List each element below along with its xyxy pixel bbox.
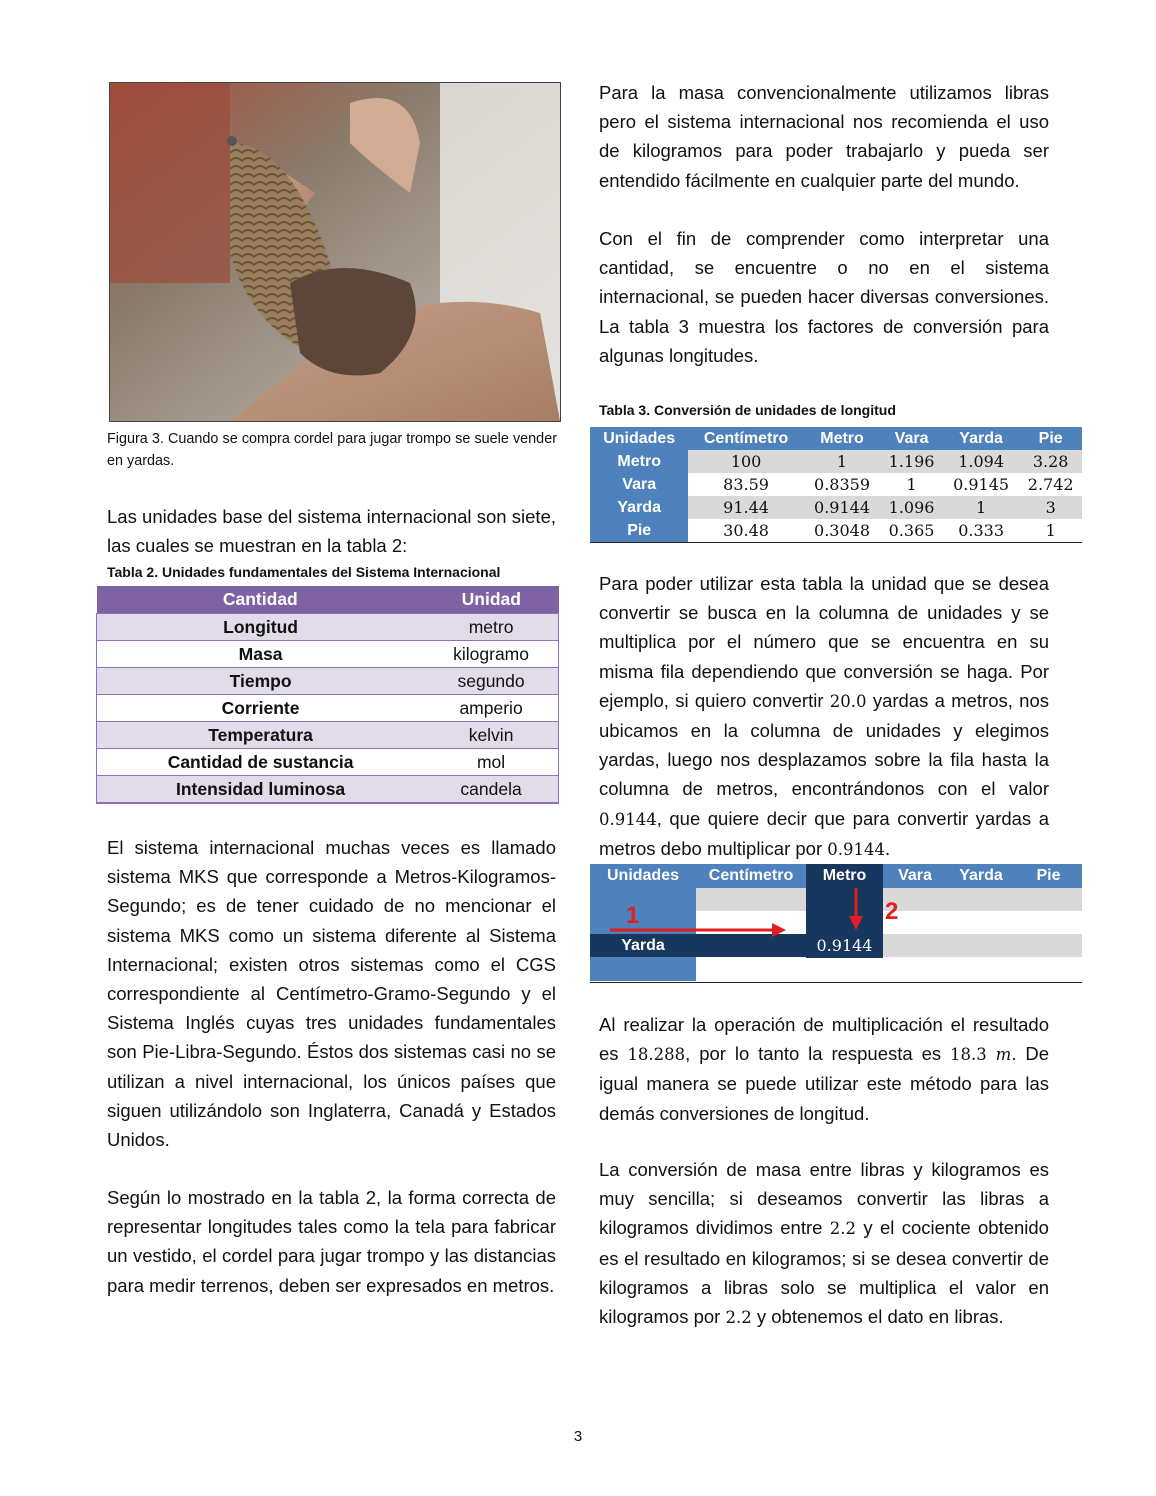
col-header-cantidad: Cantidad [97,586,425,614]
mass-text: y obtenemos el dato en libras. [751,1306,1004,1328]
value-cell: 91.44 [688,496,803,519]
row-header: Metro [590,450,688,473]
arrow-label-1: 1 [626,902,640,929]
row-header: Vara [590,473,688,496]
quantity-cell: Tiempo [97,668,425,695]
math-value: 0.9144 [599,809,657,829]
value-cell: 1 [1019,519,1082,543]
col-header: Vara [883,864,947,888]
value-cell: 30.48 [688,519,803,543]
value-cell: 0.3048 [804,519,880,543]
unit-cell: amperio [424,695,558,722]
table2-title: Tabla 2. Unidades fundamentales del Sistema Internacional [107,564,501,580]
table-row [97,722,559,749]
row-header: Yarda [590,496,688,519]
col-header: Pie [1015,864,1082,888]
row-header: Pie [590,519,688,543]
mass-text: La conversión de masa entre libras y kilogramos es muy sencilla; si deseamos convertir las libras a kilogramos dividimos entre [599,1159,1049,1239]
table-usage-paragraph [599,569,1049,864]
col-header: Pie [1019,427,1082,450]
mass-text: y el cociente obtenido es el resultado en kilogramos; si se desea convertir de kilogramos a libras solo se multiplica el valor en kilogramos por [599,1217,1049,1328]
figure-3-photo [109,82,561,422]
table-header-row [97,586,559,614]
quantity-cell: Temperatura [97,722,425,749]
unit-cell: metro [424,614,558,641]
col-header: Yarda [947,864,1015,888]
value-cell: 0.9144 [804,496,880,519]
conversion-intro-paragraph: Con el fin de comprender como interpretar una cantidad, se encuentre o no en el sistema internacional, se pueden hacer diversas conversiones. La tabla 3 muestra los factores de conversión para algunas longitudes. [599,228,1049,366]
value-cell: 1.096 [880,496,943,519]
value-cell: 1 [804,450,880,473]
value-cell: 1 [943,496,1019,519]
mks-paragraph: El sistema internacional muchas veces es llamado sistema MKS que corresponde a Metros-Kilogramos-Segundo; es de tener cuidado de no mencionar el sistema MKS como un sistema diferente al Sistema Internacional; existen otros sistemas como el CGS correspondiente al Centímetro-Gramo-Segundo y el Sistema Inglés cuyas tres unidades fundamentales son Pie-Libra-Segundo. Éstos dos sistemas casi no se utilizan a nivel internacional, los únicos países que siguen utilizándolo son Inglaterra, Canadá y Estados Unidos. [107,837,556,1151]
page-number: 3 [573,1428,583,1445]
table-row [97,668,559,695]
result-text: , por lo tanto la respuesta es [685,1043,951,1065]
usage-text: . [885,837,891,859]
math-value: 18.288 [627,1045,686,1065]
col-header-highlighted: Metro [806,864,883,888]
quantity-cell: Cantidad de sustancia [97,749,425,776]
table-row [590,496,1082,519]
value-cell: 0.9145 [943,473,1019,496]
usage-text: Para poder utilizar esta tabla la unidad que se desea convertir se busca en la columna de unidades y se multiplica por el número que se encuentra en su misma fila dependiendo que conversión se haga. Por ejemplo, si quiero convertir [599,573,1049,711]
col-header: Metro [804,427,880,450]
quantity-cell: Corriente [97,695,425,722]
arrow-label-2: 2 [885,898,899,925]
math-unit: m [995,1045,1012,1065]
usage-text: , que quiere decir que para convertir yardas a metros debo multiplicar por [599,807,1049,859]
value-cell: 1.094 [943,450,1019,473]
unit-cell: mol [424,749,558,776]
value-cell: 2.742 [1019,473,1082,496]
table-row [97,641,559,668]
table-row [97,749,559,776]
col-header: Centímetro [688,427,803,450]
cell-fill [883,888,1082,911]
table-3-length-conversion [590,427,1082,543]
col-header: Unidades [590,427,688,450]
result-text: . De igual manera se puede utilizar este método para las demás conversiones de longitud. [599,1043,1049,1124]
value-cell: 0.8359 [804,473,880,496]
value-cell: 0.365 [880,519,943,543]
result-text: Al realizar la operación de multiplicación el resultado es [599,1014,1049,1065]
table-row [590,519,1082,543]
segun-paragraph: Según lo mostrado en la tabla 2, la forma correcta de representar longitudes tales como la tela para fabricar un vestido, el cordel para jugar trompo y las distancias para medir terrenos, deben ser expresados en metros. [107,1187,556,1296]
unit-cell: kilogramo [424,641,558,668]
result-paragraph [599,1010,1049,1128]
intro-paragraph: Las unidades base del sistema internacional son siete, las cuales se muestran en la tabla 2: [107,506,556,557]
table3-title: Tabla 3. Conversión de unidades de longitud [599,402,896,418]
row-label-yarda: Yarda [621,937,665,954]
value-cell: 3.28 [1019,450,1082,473]
value-cell: 1.196 [880,450,943,473]
cell-fill [883,934,1082,957]
col-header: Centímetro [696,864,806,888]
row-arrow-head [772,923,786,937]
table-2-si-units [96,586,559,804]
result-value-cell: 0.9144 [816,936,873,955]
value-cell: 100 [688,450,803,473]
table-row [97,614,559,641]
mass-conversion-paragraph [599,1155,1049,1332]
math-value: 18.3 [950,1045,987,1065]
math-value: 2.2 [829,1219,857,1239]
value-cell: 3 [1019,496,1082,519]
example-header-row [590,864,1082,888]
usage-text: yardas a metros, nos ubicamos en la columna de unidades y elegimos yardas, luego nos desplazamos sobre la fila hasta la columna de metros, encontrándonos con el valor [599,689,1049,800]
col-header-unidad: Unidad [424,586,558,614]
math-value: 0.9144 [827,839,885,859]
table-row [590,473,1082,496]
col-header: Vara [880,427,943,450]
math-value: 2.2 [725,1308,752,1328]
col-header: Yarda [943,427,1019,450]
table-row [590,450,1082,473]
unit-cell: candela [424,776,558,804]
conversion-example-diagram [590,864,1082,983]
spinning-top-illustration [110,83,560,421]
table-row [97,695,559,722]
unit-cell: kelvin [424,722,558,749]
column-arrow-head [849,916,863,930]
quantity-cell: Masa [97,641,425,668]
unit-cell: segundo [424,668,558,695]
masa-paragraph: Para la masa convencionalmente utilizamos libras pero el sistema internacional nos recomienda el uso de kilogramos para poder trabajarlo y pueda ser entendido fácilmente en cualquier parte del mundo. [599,82,1049,191]
col-header: Unidades [590,864,696,888]
value-cell: 1 [880,473,943,496]
table-row [97,776,559,804]
quantity-cell: Intensidad luminosa [97,776,425,804]
value-cell: 83.59 [688,473,803,496]
math-value: 20.0 [829,691,867,711]
figure-caption: Figura 3. Cuando se compra cordel para jugar trompo se suele vender en yardas. [107,431,557,469]
quantity-cell: Longitud [97,614,425,641]
value-cell: 0.333 [943,519,1019,543]
table-header-row [590,427,1082,450]
